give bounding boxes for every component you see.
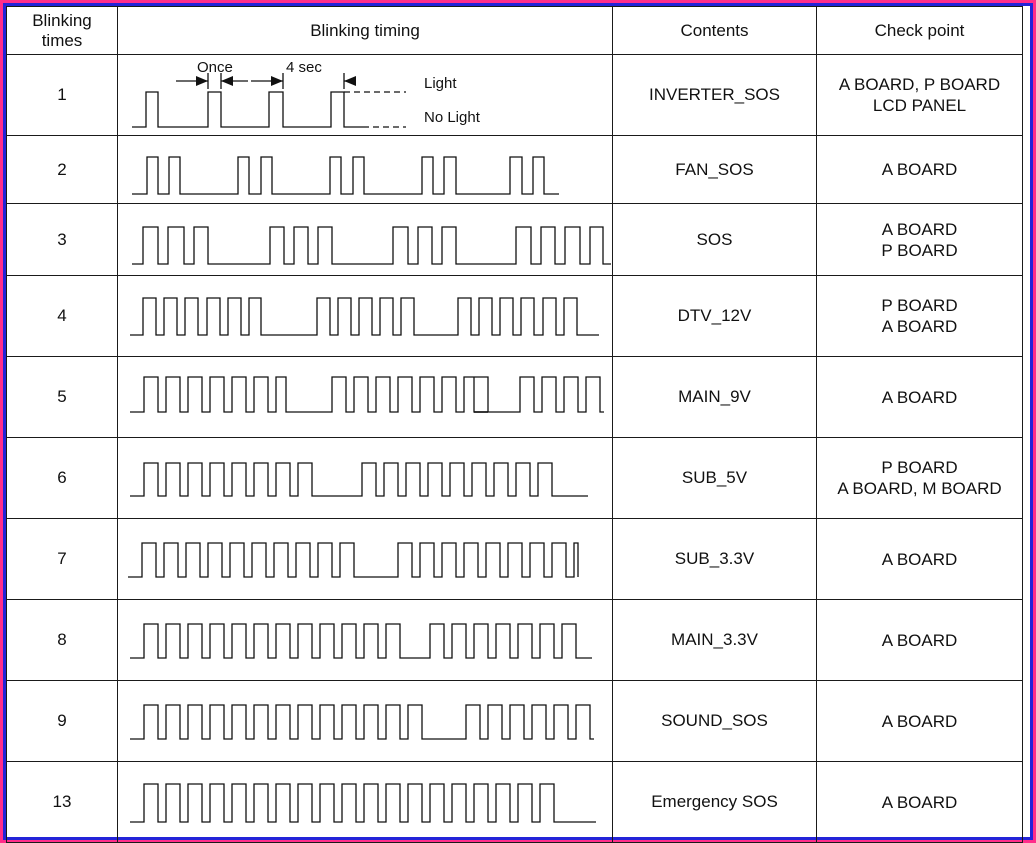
check-point-cell [817,357,1023,438]
table-row [7,357,1023,438]
check-point-cell [817,681,1023,762]
check-point-cell [817,204,1023,276]
check-point-line: A BOARD [881,630,958,650]
blink-waveform-8 [118,600,613,680]
check-point-line: P BOARD [881,458,958,477]
check-point-line: A BOARD [881,792,958,812]
blink-timing-diagram [118,276,613,357]
blink-count: 1 [7,55,118,136]
blink-waveform-4 [118,276,613,356]
check-point-line: A BOARD [881,317,958,336]
header-contents: Contents [613,7,817,55]
table-row [7,136,1023,204]
table-row [7,276,1023,357]
blink-waveform-13 [118,762,613,842]
header-blinking-timing: Blinking timing [118,7,613,55]
blink-count: 9 [7,681,118,762]
blinking-code-table [6,6,1023,843]
check-point-line: P BOARD [881,240,958,260]
blink-timing-diagram [118,438,613,519]
contents-cell: FAN_SOS [613,136,817,204]
table-row [7,681,1023,762]
check-point-cell [817,438,1023,519]
contents-cell: DTV_12V [613,276,817,357]
blink-timing-diagram [118,357,613,438]
check-point-cell [817,762,1023,843]
blink-timing-diagram [118,136,613,204]
blink-timing-diagram [118,600,613,681]
check-point-cell [817,519,1023,600]
blink-waveform-5 [118,357,613,437]
contents-cell: SUB_3.3V [613,519,817,600]
blink-waveform-6 [118,438,613,518]
blink-timing-diagram [118,55,613,136]
check-point-cell [817,136,1023,204]
blink-timing-diagram [118,762,613,843]
blink-count: 3 [7,204,118,276]
header-row [7,7,1023,55]
check-point-line: A BOARD [881,711,958,731]
check-point-line: A BOARD, P BOARD [838,75,1001,94]
blink-waveform-2 [118,136,613,203]
blink-waveform-7 [118,519,613,599]
table-row [7,519,1023,600]
blink-count: 13 [7,762,118,843]
check-point-line: LCD PANEL [872,96,967,115]
table-row [7,762,1023,843]
blink-count: 4 [7,276,118,357]
table-row [7,438,1023,519]
blink-count: 6 [7,438,118,519]
check-point-line: A BOARD, M BOARD [837,479,1002,498]
table-row [7,55,1023,136]
blink-waveform-9 [118,681,613,761]
blink-waveform-3 [118,204,613,275]
check-point-cell [817,600,1023,681]
contents-cell: MAIN_3.3V [613,600,817,681]
check-point-line: P BOARD [881,296,958,315]
contents-cell: SOUND_SOS [613,681,817,762]
check-point-line: A BOARD [881,387,958,407]
contents-cell: INVERTER_SOS [613,55,817,136]
check-point-line: A BOARD [881,160,958,179]
table-row [7,204,1023,276]
header-check-point: Check point [817,7,1023,55]
legend-no-light-label: No Light [424,109,480,126]
contents-cell: SOS [613,204,817,276]
contents-cell: MAIN_9V [613,357,817,438]
blink-count: 2 [7,136,118,204]
contents-cell: SUB_5V [613,438,817,519]
blink-timing-diagram [118,681,613,762]
legend-waveform [118,55,613,135]
check-point-cell [817,55,1023,136]
check-point-line: A BOARD [881,219,958,239]
legend-light-label: Light [424,75,457,92]
blink-count: 8 [7,600,118,681]
legend-once-label: Once [197,59,233,76]
blink-count: 5 [7,357,118,438]
contents-cell: Emergency SOS [613,762,817,843]
legend-interval-label: 4 sec [286,59,322,76]
check-point-cell [817,276,1023,357]
blink-count: 7 [7,519,118,600]
check-point-line: A BOARD [881,549,958,569]
table-row [7,600,1023,681]
blink-timing-diagram [118,204,613,276]
header-blinking-times: Blinking times [7,7,118,55]
blink-timing-diagram [118,519,613,600]
